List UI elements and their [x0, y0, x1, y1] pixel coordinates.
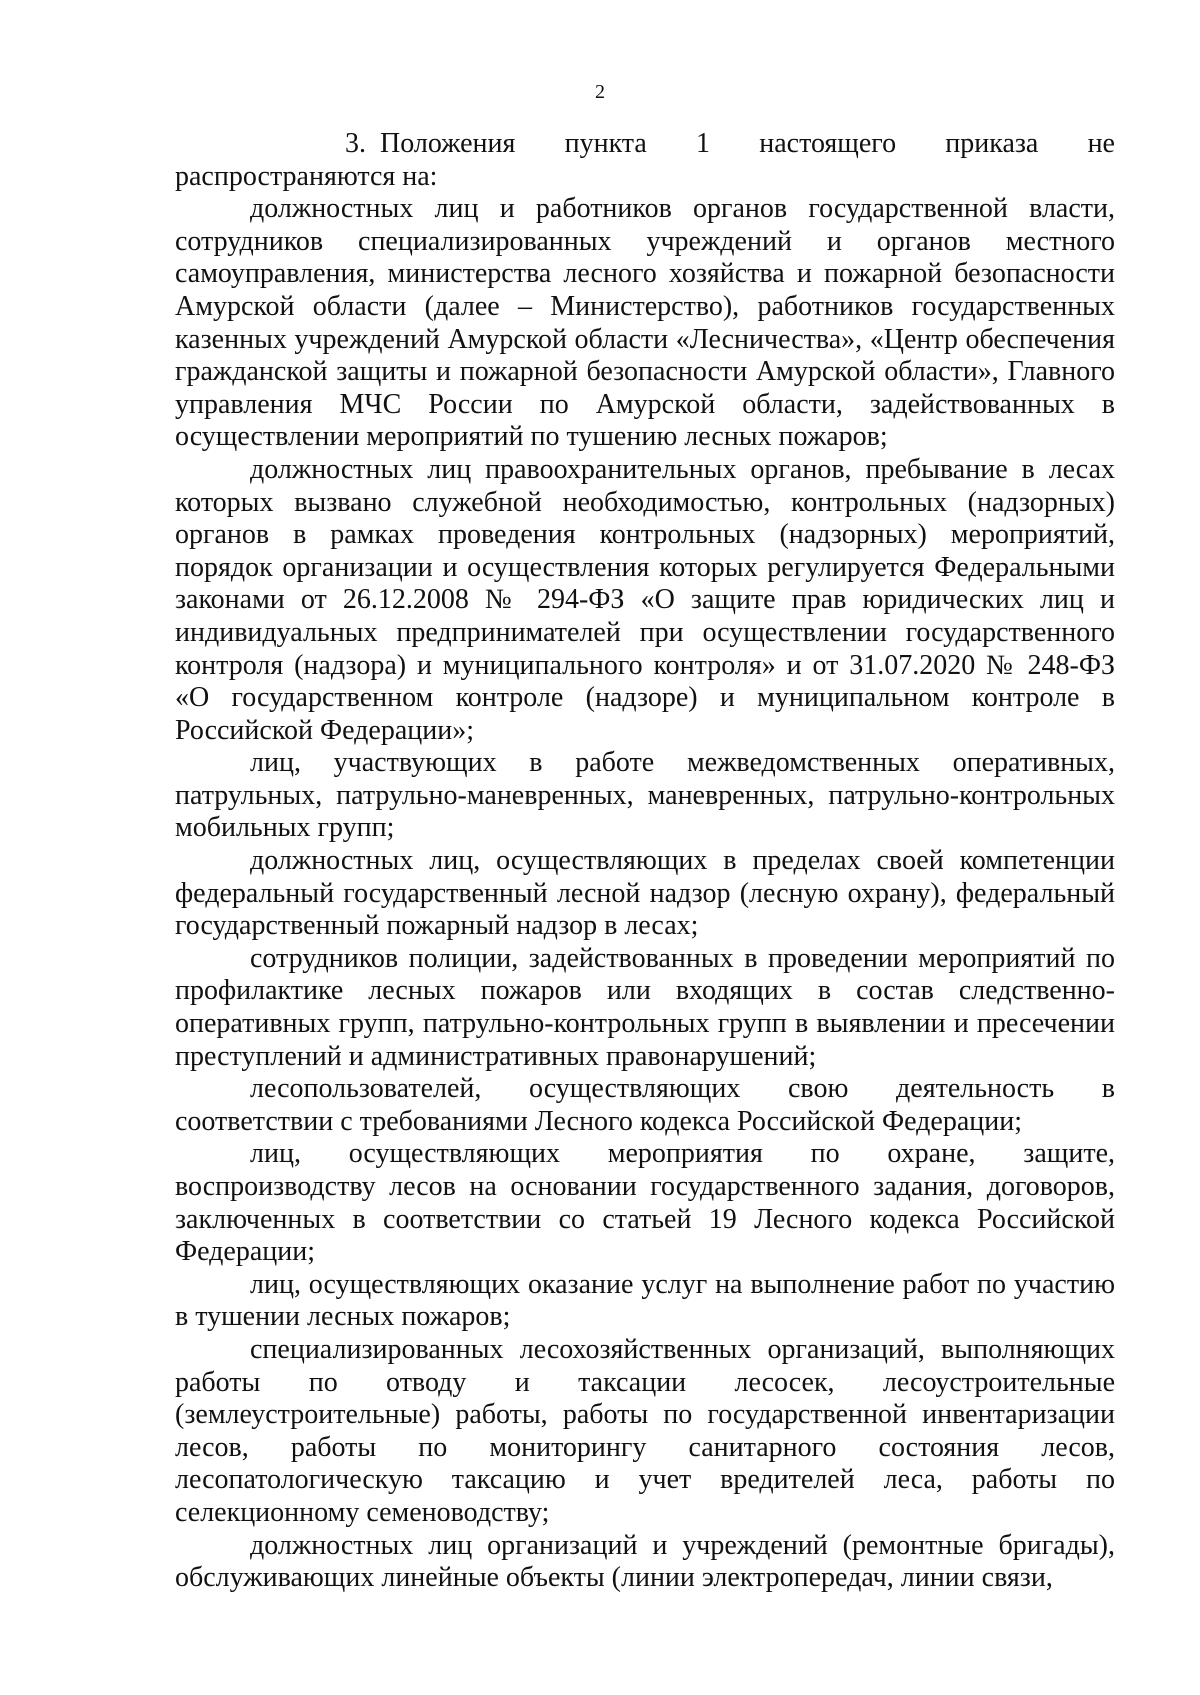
paragraph-police-officers: сотрудников полиции, задействованных в проведении мероприятий по профилактике лесных пожаров или входящих в состав следственно-оперативных групп, патрульно-контрольных групп в выявлении и пресечении преступлений и административных правонарушений;	[175, 942, 1115, 1072]
paragraph-text: Положения пункта 1 настоящего приказа не распространяются на:	[175, 128, 1115, 192]
paragraph-item-3-intro	[175, 128, 1115, 193]
paragraph-forest-supervision-officials: должностных лиц, осуществляющих в пределах своей компетенции федеральный государственный лесной надзор (лесную охрану), федеральный государственный пожарный надзор в лесах;	[175, 845, 1115, 942]
paragraph-specialized-forestry-organizations: специализированных лесохозяйственных организаций, выполняющих работы по отводу и таксации лесосек, лесоустроительные (землеустроительные) работы, работы по государственной инвентаризации лесов, работы по мониторингу санитарного состояния лесов, лесопатологическую таксацию и учет вредителей леса, работы по селекционному семеноводству;	[175, 1333, 1115, 1528]
paragraph-forest-users: лесопользователей, осуществляющих свою деятельность в соответствии с требованиями Лесного кодекса Российской Федерации;	[175, 1073, 1115, 1137]
paragraph-linear-objects-maintenance: должностных лиц организаций и учреждений (ремонтные бригады), обслуживающих линейные объекты (линии электропередач, линии связи,	[175, 1529, 1115, 1594]
paragraph-mobile-group-members: лиц, участвующих в работе межведомственных оперативных, патрульных, патрульно-маневренных, маневренных, патрульно-контрольных мобильных групп;	[175, 747, 1115, 844]
paragraph-forest-protection-persons: лиц, осуществляющих мероприятия по охране, защите, воспроизводству лесов на основании государственного задания, договоров, заключенных в соответствии со статьей 19 Лесного кодекса Российской Федерации;	[175, 1138, 1115, 1268]
paragraph-government-officials: должностных лиц и работников органов государственной власти, сотрудников специализированных учреждений и органов местного самоуправления, министерства лесного хозяйства и пожарной безопасности Амурской области (далее – Министерство), работников государственных казенных учреждений Амурской области «Лесничества», «Центр обеспечения гражданской защиты и пожарной безопасности Амурской области», Главного управления МЧС России по Амурской области, задействованных в осуществлении мероприятий по тушению лесных пожаров;	[175, 193, 1115, 453]
document-body	[175, 128, 1115, 1595]
paragraph-firefighting-service-providers: лиц, осуществляющих оказание услуг на выполнение работ по участию в тушении лесных пожаров;	[175, 1268, 1115, 1333]
paragraph-law-enforcement-officials: должностных лиц правоохранительных органов, пребывание в лесах которых вызвано служебной необходимостью, контрольных (надзорных) органов в рамках проведения контрольных (надзорных) мероприятий, порядок организации и осуществления которых регулируется Федеральными законами от 26.12.2008 № 294-ФЗ «О защите прав юридических лиц и индивидуальных предпринимателей при осуществлении государственного контроля (надзора) и муниципального контроля» и от 31.07.2020 № 248-ФЗ «О государственном контроле (надзоре) и муниципальном контроле в Российской Федерации»;	[175, 453, 1115, 746]
item-number: 3.	[345, 128, 366, 159]
page-number: 2	[595, 81, 605, 103]
